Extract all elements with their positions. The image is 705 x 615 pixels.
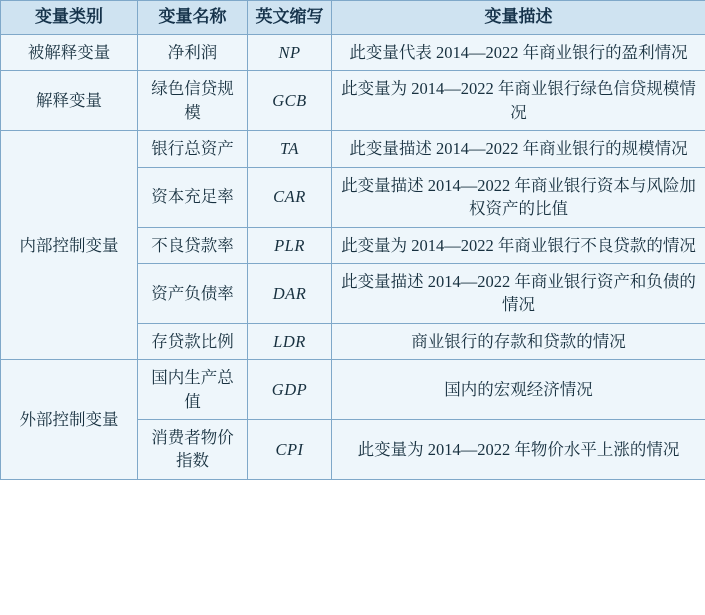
cell-variable-name: 存贷款比例: [138, 323, 248, 359]
cell-variable-name: 银行总资产: [138, 131, 248, 167]
cell-description: 国内的宏观经济情况: [332, 360, 705, 420]
cell-description: 此变量为 2014—2022 年商业银行不良贷款的情况: [332, 227, 705, 263]
cell-abbreviation: GDP: [248, 360, 332, 420]
cell-abbreviation: PLR: [248, 227, 332, 263]
cell-variable-name: 绿色信贷规模: [138, 71, 248, 131]
table-row: [1, 35, 705, 71]
cell-abbreviation: CPI: [248, 420, 332, 480]
cell-category: 内部控制变量: [1, 131, 138, 360]
table-row: [1, 71, 705, 131]
table-row: [1, 131, 705, 167]
cell-variable-name: 消费者物价指数: [138, 420, 248, 480]
cell-description: 此变量描述 2014—2022 年商业银行资产和负债的情况: [332, 263, 705, 323]
cell-category: 外部控制变量: [1, 360, 138, 480]
cell-category: 被解释变量: [1, 35, 138, 71]
column-header-abbreviation: 英文缩写: [248, 1, 332, 35]
column-header-category: 变量类别: [1, 1, 138, 35]
cell-description: 此变量为 2014—2022 年物价水平上涨的情况: [332, 420, 705, 480]
column-header-description: 变量描述: [332, 1, 705, 35]
column-header-variable-name: 变量名称: [138, 1, 248, 35]
cell-category: 解释变量: [1, 71, 138, 131]
table-row: [1, 360, 705, 420]
table-header: [1, 1, 705, 35]
table-header-row: [1, 1, 705, 35]
cell-variable-name: 资本充足率: [138, 167, 248, 227]
cell-abbreviation: GCB: [248, 71, 332, 131]
cell-abbreviation: CAR: [248, 167, 332, 227]
cell-description: 此变量描述 2014—2022 年商业银行的规模情况: [332, 131, 705, 167]
cell-description: 此变量描述 2014—2022 年商业银行资本与风险加权资产的比值: [332, 167, 705, 227]
cell-variable-name: 净利润: [138, 35, 248, 71]
cell-description: 商业银行的存款和贷款的情况: [332, 323, 705, 359]
cell-abbreviation: LDR: [248, 323, 332, 359]
cell-abbreviation: TA: [248, 131, 332, 167]
cell-description: 此变量代表 2014—2022 年商业银行的盈利情况: [332, 35, 705, 71]
cell-variable-name: 国内生产总值: [138, 360, 248, 420]
cell-abbreviation: DAR: [248, 263, 332, 323]
table-body: [1, 35, 705, 480]
cell-variable-name: 不良贷款率: [138, 227, 248, 263]
cell-description: 此变量为 2014—2022 年商业银行绿色信贷规模情况: [332, 71, 705, 131]
cell-variable-name: 资产负债率: [138, 263, 248, 323]
cell-abbreviation: NP: [248, 35, 332, 71]
